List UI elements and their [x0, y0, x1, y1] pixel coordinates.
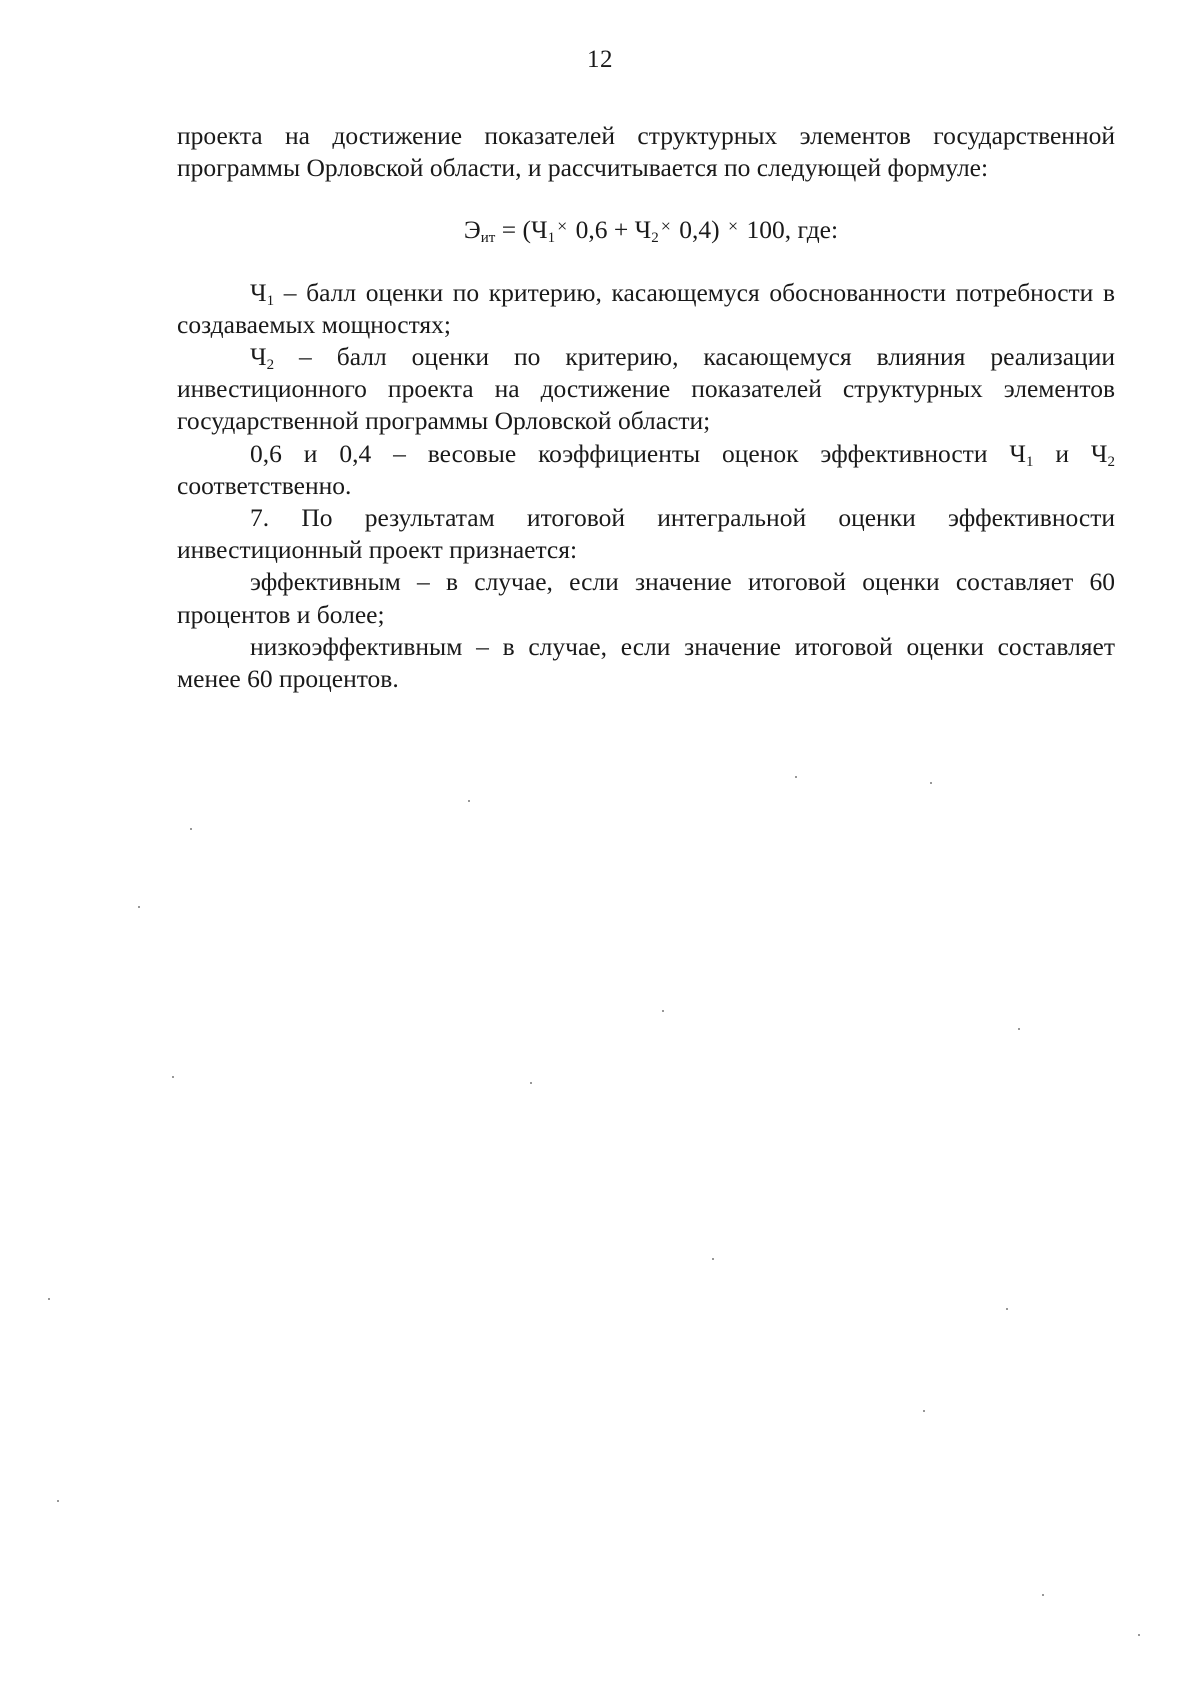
scan-speck	[172, 1076, 174, 1078]
weights-end: соответственно.	[177, 470, 352, 500]
definition-ch1-subscript: 1	[266, 292, 275, 309]
scan-speck	[1006, 1308, 1008, 1310]
formula-open: = (Ч	[495, 215, 548, 245]
definition-ch2-subscript: 2	[266, 357, 275, 374]
weights-subscript-1: 1	[1025, 453, 1034, 470]
page-number: 12	[587, 46, 613, 73]
definition-ch2-symbol: Ч	[250, 342, 267, 372]
formula-sub-1: 1	[547, 230, 556, 247]
formula-part-2: 0,4)	[672, 215, 726, 245]
multiply-sign-2: ×	[660, 216, 671, 237]
formula	[177, 214, 1115, 246]
low-effective-paragraph: низкоэффективным – в случае, если значение итоговой оценки составляет менее 60 процентов.	[177, 631, 1115, 694]
definition-ch2	[177, 341, 1115, 438]
definition-ch1	[177, 277, 1115, 341]
formula-part-1: 0,6 + Ч	[569, 215, 652, 245]
weights-text: 0,6 и 0,4 – весовые коэффициенты оценок эффективности Ч	[250, 438, 1026, 468]
scan-speck	[712, 1258, 714, 1260]
scan-speck	[1018, 1028, 1020, 1030]
scan-speck	[530, 1082, 532, 1084]
weights-mid: и Ч	[1033, 438, 1108, 468]
weights-subscript-2: 2	[1107, 453, 1115, 470]
scan-speck	[468, 800, 470, 802]
intro-paragraph: проекта на достижение показателей структурных элементов государственной программы Орловской области, и рассчитывается по следующей формуле:	[177, 121, 1115, 183]
formula-lhs-subscript: ит	[480, 230, 496, 247]
scan-speck	[138, 906, 140, 908]
scan-speck	[190, 828, 192, 830]
multiply-sign-3: ×	[727, 216, 739, 237]
body-text	[177, 120, 1115, 695]
scan-speck	[923, 1410, 925, 1412]
weights-paragraph	[177, 438, 1115, 502]
multiply-sign-1: ×	[557, 216, 568, 237]
effective-paragraph: эффективным – в случае, если значение итоговой оценки составляет 60 процентов и более;	[177, 567, 1115, 629]
definition-ch2-text: – балл оценки по критерию, касающемуся влияния реализации инвестиционного проекта на достижение показателей структурных элементов государственной программы Орловской области;	[177, 342, 1115, 436]
scan-speck	[1042, 1594, 1044, 1596]
definition-ch1-symbol: Ч	[250, 277, 267, 307]
scan-speck	[1138, 1634, 1140, 1636]
formula-lhs: Э	[463, 215, 481, 245]
formula-tail: 100, где:	[740, 215, 839, 245]
scan-speck	[57, 1500, 59, 1502]
item-7-paragraph: 7. По результатам итоговой интегральной оценки эффективности инвестиционный проект признается:	[177, 503, 1115, 565]
scan-speck	[795, 776, 797, 778]
scan-speck	[48, 1298, 50, 1300]
definition-ch1-text: – балл оценки по критерию, касающемуся обоснованности потребности в создаваемых мощностях;	[177, 277, 1115, 339]
scan-speck	[930, 782, 932, 784]
formula-sub-2: 2	[651, 230, 659, 247]
scan-speck	[662, 1010, 664, 1012]
